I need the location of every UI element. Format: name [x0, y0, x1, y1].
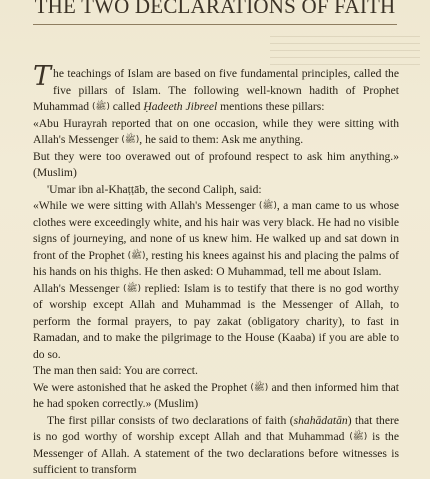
- salutation-icon: (ﷺ): [123, 283, 141, 294]
- salutation-icon: (ﷺ): [121, 135, 140, 145]
- paragraph-quote-end: But they were too overawed out of profound respect to ask him anything.» (Muslim): [33, 149, 399, 179]
- paragraph-quote-abu-hurayrah: «Abu Hurayrah reported that on one occasion, while they were sitting with Allah's Messenger (ﷺ), he said to them: Ask me anything.: [33, 116, 399, 146]
- body-text: [33, 61, 400, 479]
- paragraph-first-pillar: The first pillar consists of two declarations of faith (shahādatān) that there is no god worthy of worship except Allah and that Muhammad (ﷺ) is the Messenger of Allah. A statement of the two declarations before witnesses is sufficient to transform: [33, 413, 400, 476]
- paragraph-reply: Allah's Messenger (ﷺ) replied: Islam is to testify that there is no god worthy of worship except Allah and Muhammad is the Messenger of Allah, to perform the formal prayers, to pay zakat (obligatory charity), to fast in Ramadan, and to make the pilgrimage to the House (Kaaba) if you are able to do so.: [33, 281, 399, 361]
- salutation-icon: (ﷺ): [258, 201, 277, 211]
- hadith-name: Ḥadeeth Jibreel: [143, 100, 218, 113]
- paragraph-quote-umar: «While we were sitting with Allah's Messenger (ﷺ), a man came to us whose clothes were exceedingly white, and his hair was very black. He had no visible signs of journeying, and none of us knew him. He walked up and sat down in front of the Prophet (ﷺ), resting his knees against his and placing the palms of his hands on his thighs. He then asked: O Muhammad, tell me about Islam.: [33, 199, 399, 278]
- paragraph-correct: The man then said: You are correct.: [33, 364, 198, 377]
- paragraph-umar: 'Umar ibn al-Khaṭṭāb, the second Caliph, said:: [47, 182, 262, 196]
- salutation-icon: (ﷺ): [349, 432, 368, 442]
- bleed-through-text: [270, 36, 420, 66]
- title-divider: [33, 24, 397, 25]
- paragraph-intro: The teachings of Islam are based on five fundamental principles, called the five pillars of Islam. The following well-known hadith of Prophet Muhammad (ﷺ) called Ḥadeeth Jibreel mentions these pillars:: [33, 61, 399, 113]
- salutation-icon: (ﷺ): [91, 102, 110, 112]
- page-title: THE TWO DECLARATIONS OF FAITH: [34, 0, 396, 18]
- drop-cap: T: [33, 61, 52, 92]
- term-shahadatan: shahādatān: [293, 413, 348, 427]
- salutation-icon: (ﷺ): [127, 250, 146, 261]
- salutation-icon: (ﷺ): [250, 382, 269, 393]
- paragraph-astonished: We were astonished that he asked the Prophet (ﷺ) and then informed him that he had spoken correctly.» (Muslim): [33, 380, 399, 410]
